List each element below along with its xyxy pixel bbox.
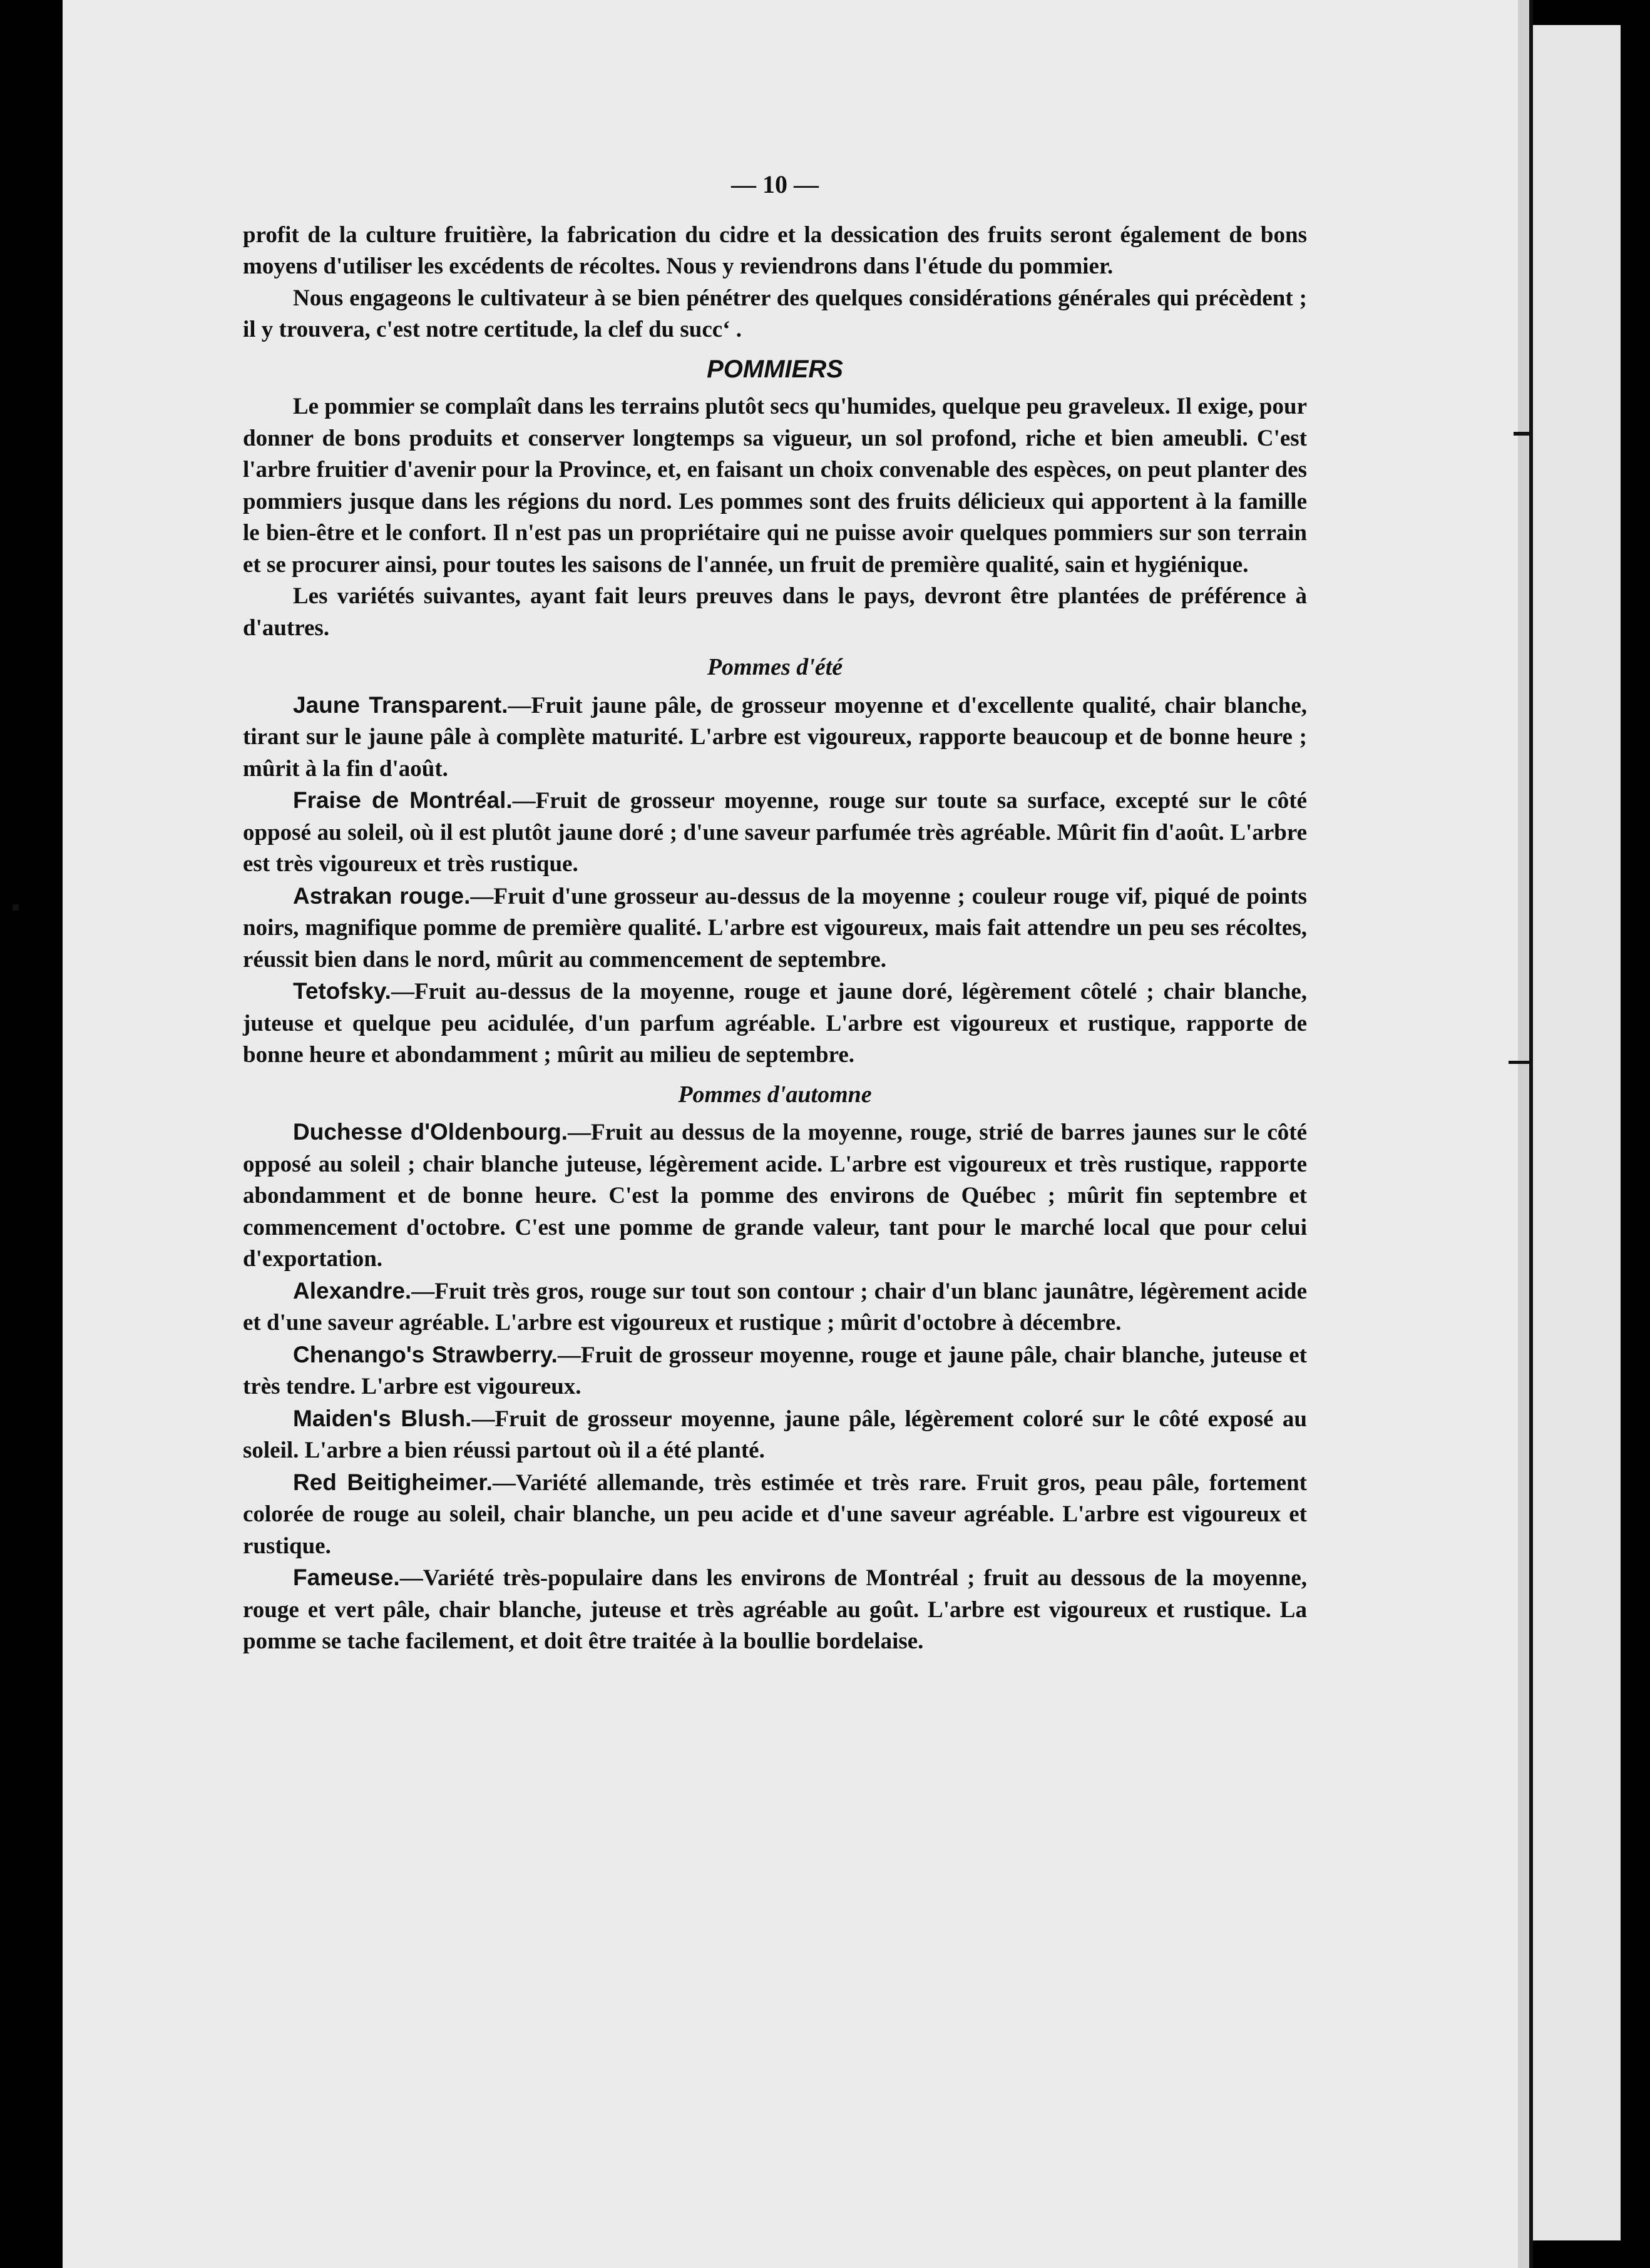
section-title: POMMIERS xyxy=(707,355,843,383)
variety-entry xyxy=(243,1339,1307,1403)
variety-name: Fameuse. xyxy=(293,1565,400,1590)
variety-name: Alexandre. xyxy=(293,1277,412,1304)
intro-paragraph-1: profit de la culture fruitière, la fabrication du cidre et la dessication des fruits seront également de bons moyens d'utiliser les excédents de récoltes. Nous y reviendrons dans l'étude du pommier. xyxy=(243,222,1307,279)
variety-name: Fraise de Montréal. xyxy=(293,787,513,813)
adjacent-page-strip xyxy=(1533,25,1621,2240)
variety-name: Red Beitigheimer. xyxy=(293,1469,493,1495)
page-number: — 10 — xyxy=(731,170,819,198)
variety-name: Jaune Transparent. xyxy=(293,692,508,718)
scan-mark xyxy=(13,904,19,911)
variety-description: —Fruit d'une grosseur au-dessus de la moyenne ; couleur rouge vif, piqué de points noirs, magnifique pomme de première qualité. L'arbre est vigoureux, mais fait attendre un peu ses récoltes, réussit bien dans le nord, mûrit au commencement de septembre. xyxy=(243,883,1307,973)
autumn-heading: Pommes d'automne xyxy=(678,1081,872,1108)
variety-description: —Fruit de grosseur moyenne, rouge et jaune pâle, chair blanche, juteuse et très tendre. L'arbre est vigoureux. xyxy=(243,1342,1307,1399)
variety-description: —Fruit de grosseur moyenne, jaune pâle, légèrement coloré sur le côté exposé au soleil. L'arbre a bien réussi partout où il a été planté. xyxy=(243,1406,1307,1463)
variety-description: —Fruit très gros, rouge sur tout son contour ; chair d'un blanc jaunâtre, légèrement acide et d'une saveur agréable. L'arbre est vigoureux et rustique ; mûrit d'octobre à décembre. xyxy=(243,1278,1307,1336)
variety-description: —Fruit au dessus de la moyenne, rouge, strié de barres jaunes sur le côté opposé au soleil ; chair blanche juteuse, légèrement acide. L'arbre est vigoureux et très rustique, rapporte abondamment et de bonne heure. C'est la pomme des environs de Québec ; mûrit fin septembre et commencement d'octobre. C'est une pomme de grande valeur, tant pour le marché local que pour celui d'exportation. xyxy=(243,1120,1307,1272)
section-paragraph-1: Le pommier se complaît dans les terrains plutôt secs qu'humides, quelque peu graveleux. Il exige, pour donner de bons produits et conserver longtemps sa vigueur, un sol profond, riche et bien ameubli. C'est l'arbre fruitier d'avenir pour la Province, et, en faisant un choix convenable des espèces, on peut planter des pommiers jusque dans les régions du nord. Les pommes sont des fruits délicieux qui apportent à la famille le bien-être et le confort. Il n'est pas un propriétaire qui ne puisse avoir quelques pommiers sur son terrain et se procurer ainsi, pour toutes les saisons de l'année, un fruit de première qualité, sain et hygiénique. xyxy=(243,394,1307,578)
variety-entry xyxy=(243,1467,1307,1563)
variety-description: —Fruit jaune pâle, de grosseur moyenne et d'excellente qualité, chair blanche, tirant sur le jaune pâle à complète maturité. L'arbre est vigoureux, rapporte beaucoup et de bonne heure ; mûrit à la fin d'août. xyxy=(243,692,1307,782)
variety-entry xyxy=(243,1116,1307,1275)
intro-paragraph-2: Nous engageons le cultivateur à se bien pénétrer des quelques considérations générales qui précèdent ; il y trouvera, c'est notre certitude, la clef du succʻ . xyxy=(243,285,1307,342)
summer-heading: Pommes d'été xyxy=(707,654,843,680)
variety-description: —Fruit de grosseur moyenne, rouge sur toute sa surface, excepté sur le côté opposé au soleil, où il est plutôt jaune doré ; d'une saveur parfumée très agréable. Mûrit fin d'août. L'arbre est très vigoureux et très rustique. xyxy=(243,788,1307,877)
variety-name: Duchesse d'Oldenbourg. xyxy=(293,1119,568,1145)
variety-name: Maiden's Blush. xyxy=(293,1405,472,1431)
scan-mark xyxy=(1514,432,1530,436)
variety-entry xyxy=(243,690,1307,785)
variety-description: —Fruit au-dessus de la moyenne, rouge et jaune doré, légèrement côtelé ; chair blanche, juteuse et quelque peu acidulée, d'un parfum agréable. L'arbre est vigoureux et rustique, rapporte de bonne heure et abondamment ; mûrit au milieu de septembre. xyxy=(243,979,1307,1068)
variety-entry xyxy=(243,1275,1307,1339)
variety-entry xyxy=(243,976,1307,1071)
variety-name: Tetofsky. xyxy=(293,978,391,1004)
variety-entry xyxy=(243,785,1307,881)
variety-name: Chenango's Strawberry. xyxy=(293,1341,558,1367)
variety-entry xyxy=(243,1562,1307,1658)
variety-entry xyxy=(243,881,1307,976)
page-edge xyxy=(1518,0,1529,2268)
scan-mark xyxy=(1509,1061,1530,1064)
variety-description: —Variété très-populaire dans les environs de Montréal ; fruit au dessous de la moyenne, rouge et vert pâle, chair blanche, juteuse et très agréable au goût. L'arbre est vigoureux et rustique. La pomme se tache facilement, et doit être traitée à la boullie bordelaise. xyxy=(243,1565,1307,1654)
variety-entry xyxy=(243,1403,1307,1467)
page-text xyxy=(243,169,1307,1658)
section-paragraph-2: Les variétés suivantes, ayant fait leurs preuves dans le pays, devront être plantées de préférence à d'autres. xyxy=(243,583,1307,641)
variety-description: —Variété allemande, très estimée et très rare. Fruit gros, peau pâle, fortement colorée de rouge au soleil, chair blanche, un peu acide et d'une saveur agréable. L'arbre est vigoureux et rustique. xyxy=(243,1469,1307,1559)
variety-name: Astrakan rouge. xyxy=(293,882,471,909)
